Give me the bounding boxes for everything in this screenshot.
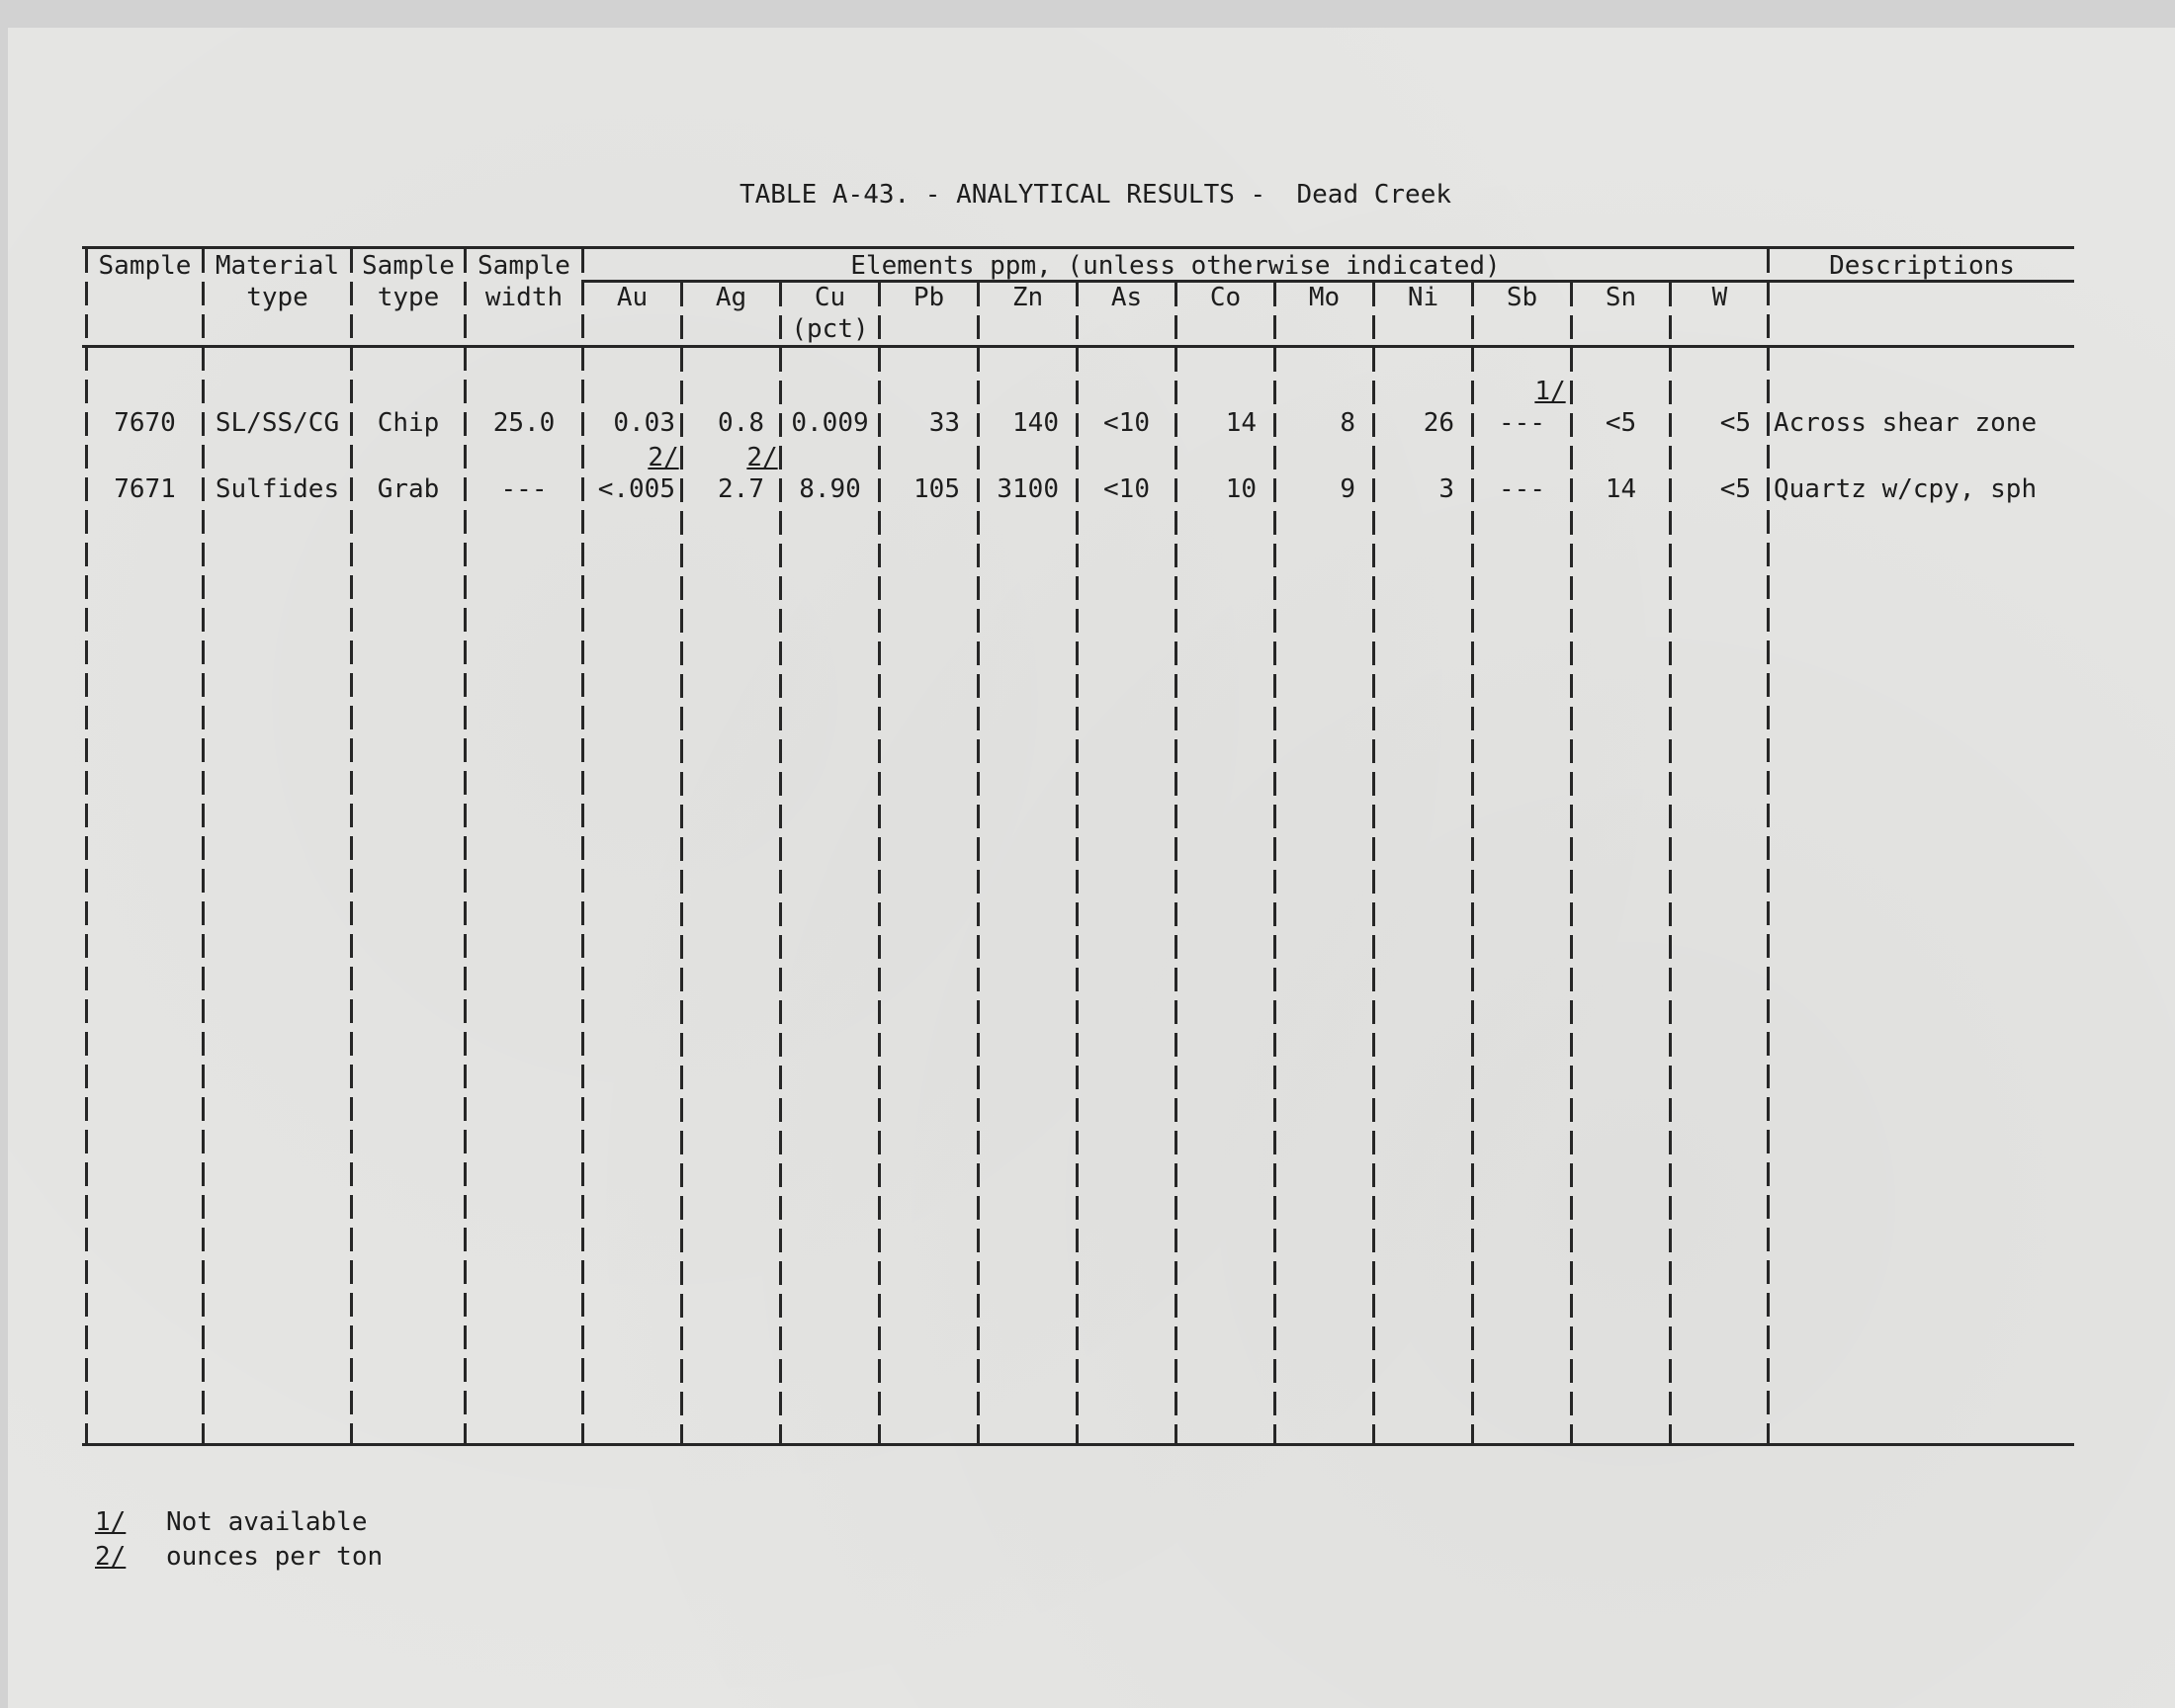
- row1-pb: 33: [928, 408, 960, 438]
- row1-co: 14: [1225, 408, 1257, 438]
- column-divider: [1471, 283, 1474, 1443]
- footnote-1-text: Not available: [166, 1507, 368, 1537]
- header-ag: Ag: [715, 283, 747, 312]
- column-divider: [878, 283, 881, 1443]
- table-title: TABLE A-43. - ANALYTICAL RESULTS - Dead Creek: [739, 180, 1452, 210]
- footnote-ref-2-ag: 2/: [746, 443, 778, 472]
- header-elements-group: Elements ppm, (unless otherwise indicated): [850, 251, 1501, 281]
- column-divider: [1076, 283, 1079, 1443]
- row1-type: Chip: [377, 408, 440, 438]
- row1-sample: 7670: [114, 408, 176, 438]
- row2-width: ---: [500, 474, 548, 504]
- header-au: Au: [616, 283, 649, 312]
- row2-description: Quartz w/cpy, sph: [1774, 474, 2038, 504]
- row2-zn: 3100: [997, 474, 1059, 504]
- row2-material: Sulfides: [215, 474, 340, 504]
- row1-mo: 8: [1340, 408, 1355, 438]
- header-as: As: [1110, 283, 1143, 312]
- row2-au: <.005: [597, 474, 675, 504]
- row1-au: 0.03: [613, 408, 675, 438]
- column-divider: [1570, 283, 1573, 1443]
- row2-cu: 8.90: [799, 474, 861, 504]
- row1-sb: ---: [1499, 408, 1545, 438]
- header-ni: Ni: [1407, 283, 1439, 312]
- row1-description: Across shear zone: [1774, 408, 2038, 438]
- header-sample-type-line1: Sample: [362, 251, 455, 281]
- footnote-ref-1: 1/: [1534, 377, 1566, 406]
- row1-cu: 0.009: [791, 408, 869, 438]
- header-material-line1: Material: [215, 251, 340, 281]
- column-divider: [1174, 283, 1177, 1443]
- header-mo: Mo: [1308, 283, 1341, 312]
- row1-sn: <5: [1605, 408, 1637, 438]
- row1-w: <5: [1719, 408, 1751, 438]
- footnote-2-text: ounces per ton: [166, 1542, 384, 1572]
- row1-as: <10: [1103, 408, 1150, 438]
- footnote-2-mark: 2/: [95, 1542, 127, 1572]
- row2-w: <5: [1719, 474, 1751, 504]
- row1-ag: 0.8: [718, 408, 764, 438]
- row1-material: SL/SS/CG: [215, 408, 340, 438]
- document-page: [8, 28, 2175, 1708]
- row1-width: 25.0: [492, 408, 556, 438]
- footnote-1-mark: 1/: [95, 1507, 127, 1537]
- header-sn: Sn: [1605, 283, 1637, 312]
- column-divider: [977, 283, 980, 1443]
- header-cu: Cu: [814, 283, 846, 312]
- header-w: W: [1711, 283, 1728, 312]
- column-divider: [1273, 283, 1276, 1443]
- row2-as: <10: [1103, 474, 1150, 504]
- header-sample-type-line2: type: [377, 283, 440, 312]
- header-sample-width-line2: width: [484, 283, 564, 312]
- row2-pb: 105: [914, 474, 960, 504]
- row2-sb: ---: [1499, 474, 1545, 504]
- header-descriptions: Descriptions: [1829, 251, 2015, 281]
- row2-ni: 3: [1438, 474, 1454, 504]
- header-sb: Sb: [1506, 283, 1538, 312]
- table-bottom-rule: [82, 1443, 2074, 1446]
- row2-mo: 9: [1340, 474, 1355, 504]
- header-zn: Zn: [1011, 283, 1044, 312]
- column-divider: [1767, 249, 1770, 1443]
- column-divider: [1669, 283, 1672, 1443]
- row2-sn: 14: [1605, 474, 1637, 504]
- row2-sample: 7671: [114, 474, 176, 504]
- header-material-line2: type: [246, 283, 308, 312]
- row2-co: 10: [1225, 474, 1257, 504]
- table-top-rule: [82, 246, 2074, 249]
- header-sample: Sample: [98, 251, 192, 281]
- header-sample-width-line1: Sample: [478, 251, 570, 281]
- header-cu-unit: (pct): [791, 314, 869, 344]
- row1-zn: 140: [1012, 408, 1059, 438]
- header-pb: Pb: [913, 283, 945, 312]
- header-co: Co: [1209, 283, 1242, 312]
- row2-type: Grab: [377, 474, 440, 504]
- footnote-ref-2-au: 2/: [648, 443, 679, 472]
- column-divider: [1372, 283, 1375, 1443]
- row1-ni: 26: [1423, 408, 1454, 438]
- row2-ag: 2.7: [718, 474, 764, 504]
